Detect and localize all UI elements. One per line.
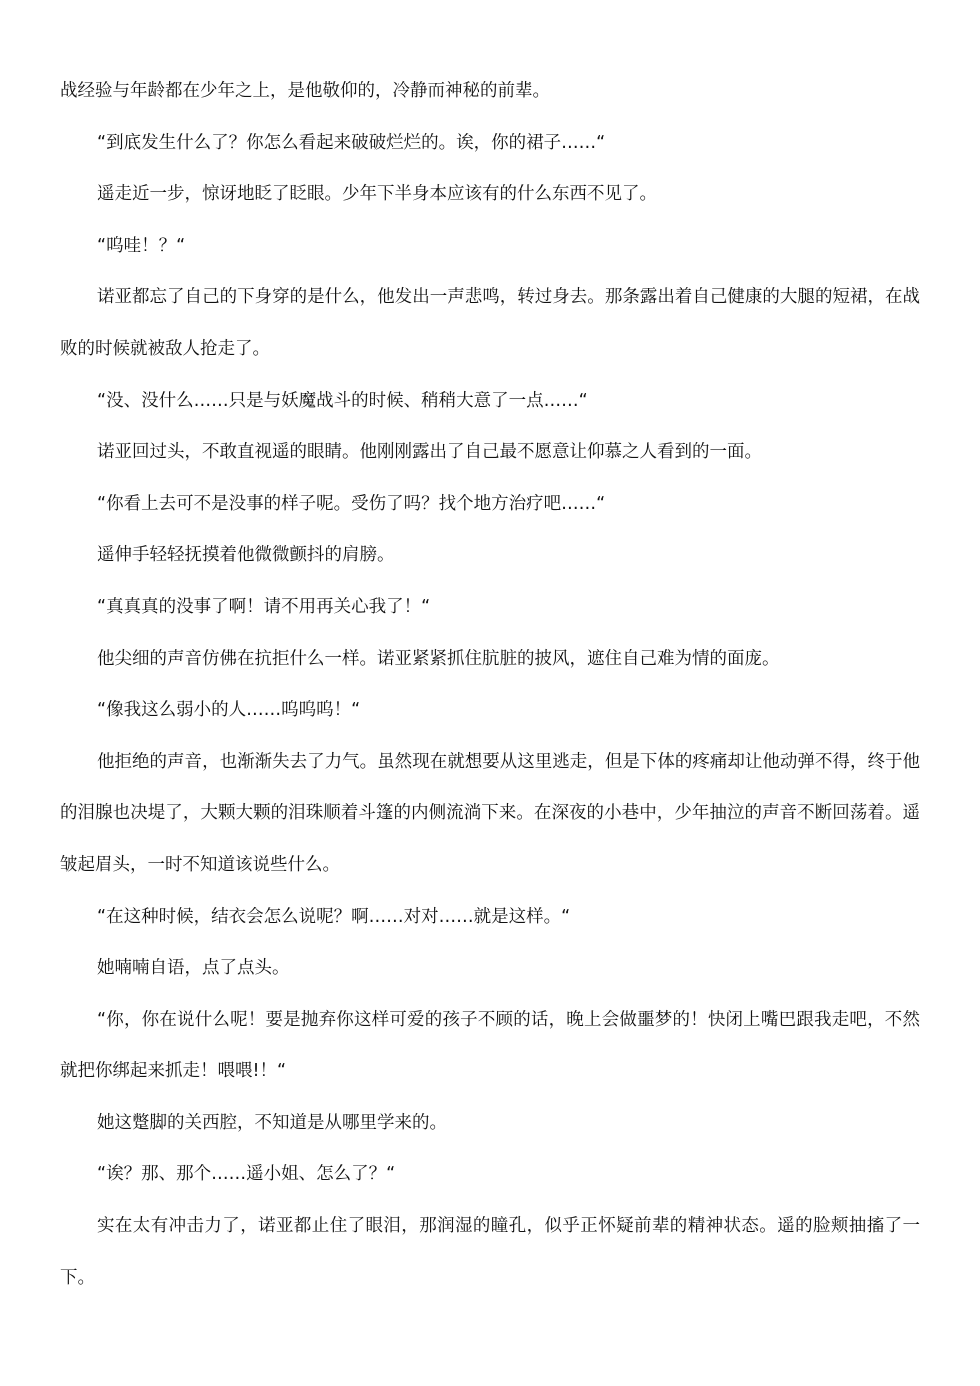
- paragraph: “在这种时候，结衣会怎么说呢？啊……对对……就是这样。“: [97, 906, 571, 927]
- paragraph: “你看上去可不是没事的样子呢。受伤了吗？找个地方治疗吧……“: [97, 493, 606, 514]
- document-page: [60, 66, 920, 1304]
- paragraph: 她喃喃自语，点了点头。: [97, 958, 290, 979]
- paragraph: “诶？那、那个……遥小姐、怎么了？“: [97, 1164, 396, 1185]
- paragraph: 她这蹩脚的关西腔，不知道是从哪里学来的。: [97, 1112, 447, 1133]
- paragraph: 战经验与年龄都在少年之上，是他敬仰的，冷静而神秘的前辈。: [60, 81, 550, 101]
- paragraph: “像我这么弱小的人……呜呜呜！“: [97, 700, 361, 721]
- paragraph: 诺亚都忘了自己的下身穿的是什么，他发出一声悲鸣，转过身去。那条露出着自己健康的大腿的短裙，在战败的时候就被敌人抢走了。: [60, 287, 920, 359]
- paragraph: 实在太有冲击力了，诺亚都止住了眼泪，那润湿的瞳孔，似乎正怀疑前辈的精神状态。遥的脸颊抽搐了一下。: [60, 1216, 920, 1288]
- paragraph: 他拒绝的声音，也渐渐失去了力气。虽然现在就想要从这里逃走，但是下体的疼痛却让他动弹不得，终于他的泪腺也决堤了，大颗大颗的泪珠顺着斗篷的内侧流淌下来。在深夜的小巷中，少年抽泣的声音不断回荡着。遥皱起眉头，一时不知道该说些什么。: [60, 751, 920, 875]
- paragraph: “真真真的没事了啊！请不用再关心我了！“: [97, 596, 431, 617]
- paragraph: “你，你在说什么呢！要是抛弃你这样可爱的孩子不顾的话，晚上会做噩梦的！快闭上嘴巴跟我走吧，不然就把你绑起来抓走！喂喂!！“: [60, 1009, 920, 1082]
- paragraph: 遥伸手轻轻抚摸着他微微颤抖的肩膀。: [97, 545, 395, 566]
- paragraph: 他尖细的声音仿佛在抗拒什么一样。诺亚紧紧抓住肮脏的披风，遮住自己难为情的面庞。: [97, 648, 780, 669]
- paragraph: “没、没什么……只是与妖魔战斗的时候、稍稍大意了一点……“: [97, 390, 588, 411]
- paragraph: 遥走近一步，惊讶地眨了眨眼。少年下半身本应该有的什么东西不见了。: [97, 184, 657, 205]
- paragraph: “到底发生什么了？你怎么看起来破破烂烂的。诶，你的裙子……“: [97, 132, 606, 153]
- paragraph: “呜哇！？“: [97, 235, 186, 256]
- paragraph: 诺亚回过头，不敢直视遥的眼睛。他刚刚露出了自己最不愿意让仰慕之人看到的一面。: [97, 442, 762, 463]
